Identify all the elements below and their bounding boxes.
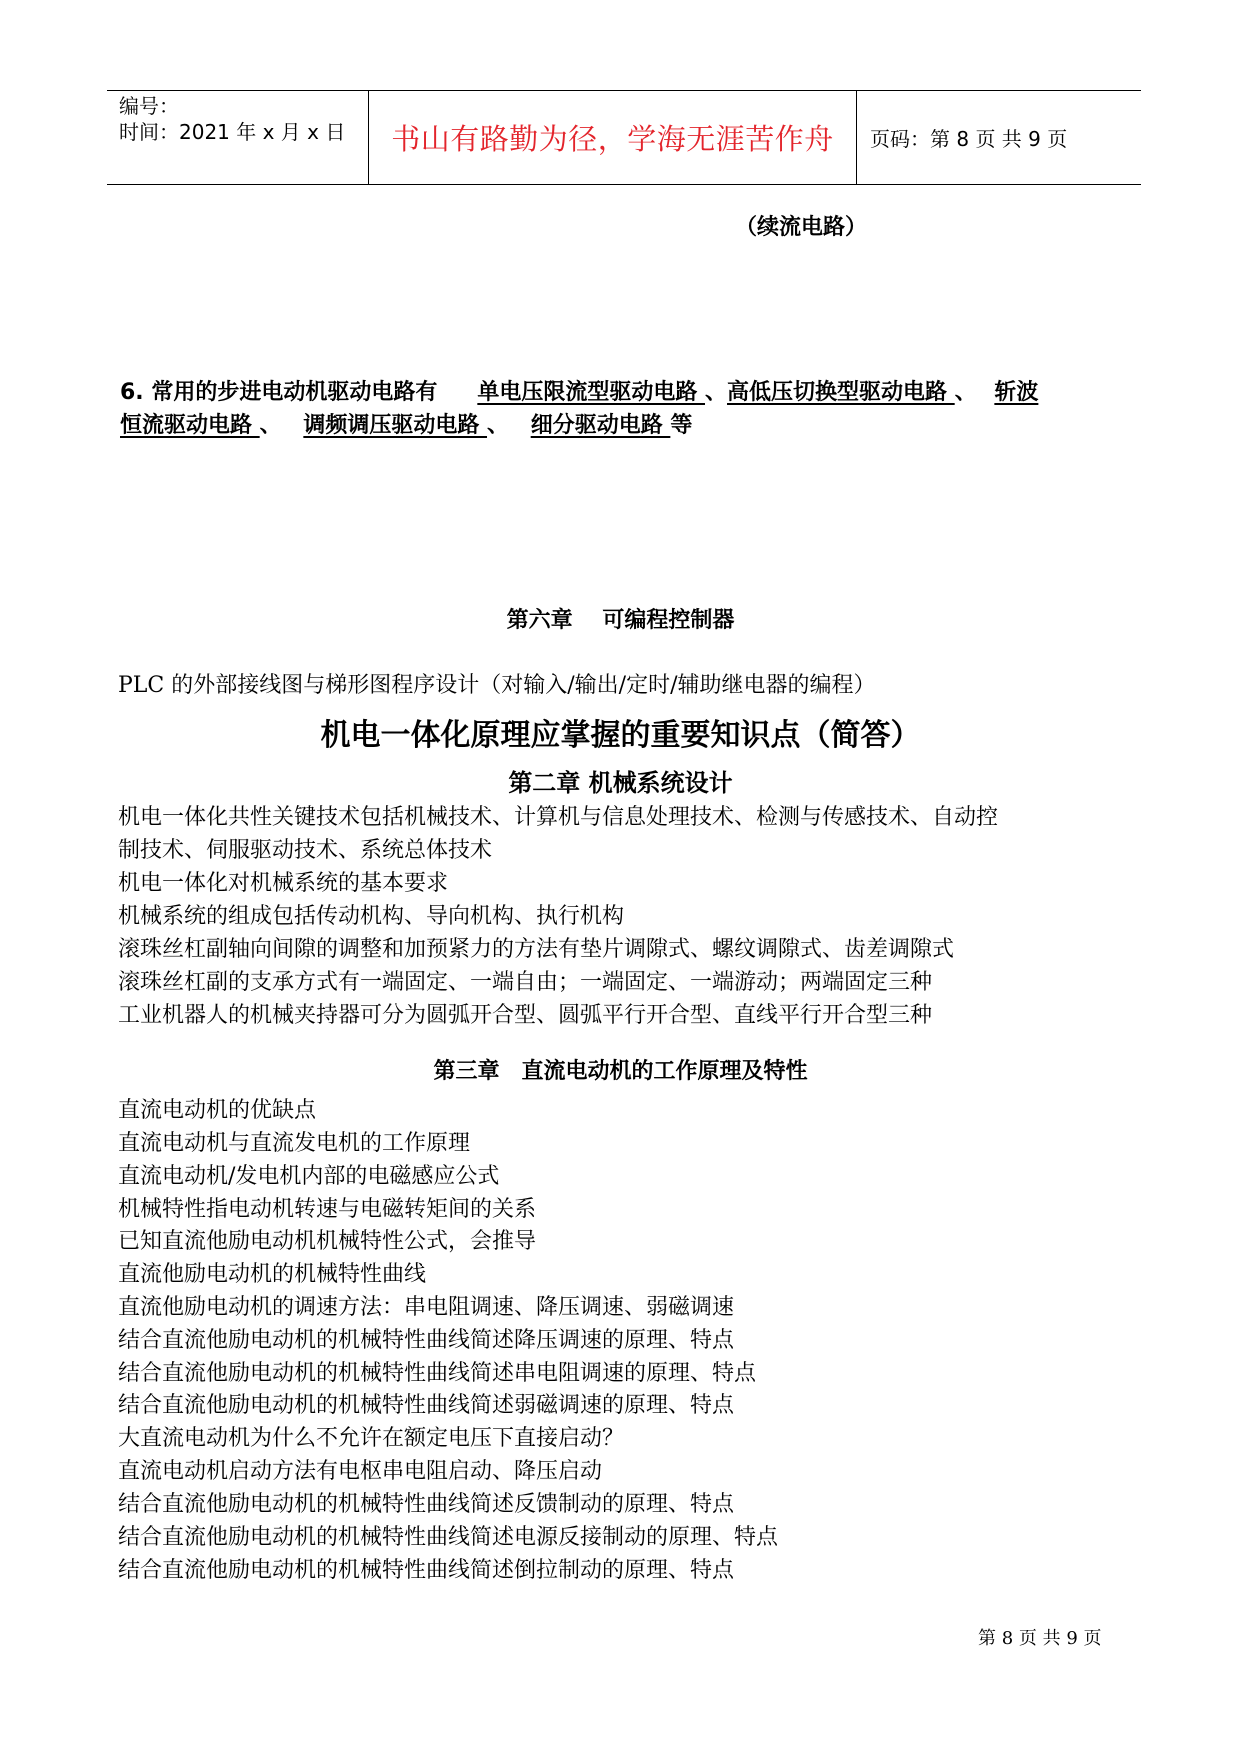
- list-item: 机械特性指电动机转速与电磁转矩间的关系: [118, 1197, 537, 1222]
- chapter-3-heading: 第三章 直流电动机的工作原理及特性: [433, 1059, 808, 1084]
- list-item: 滚珠丝杠副轴向间隙的调整和加预紧力的方法有垫片调隙式、螺纹调隙式、齿差调隙式: [118, 937, 955, 962]
- list-item: 直流电动机/发电机内部的电磁感应公式: [118, 1164, 500, 1189]
- document-number-label: 编号：: [119, 94, 179, 118]
- drive-sep-4: 、: [487, 413, 517, 438]
- page-header: [107, 90, 1141, 185]
- list-item: 结合直流他励电动机的机械特性曲线简述反馈制动的原理、特点: [118, 1492, 735, 1517]
- drive-option-2: 高低压切换型驱动电路: [727, 380, 955, 405]
- item-6-line-1: [120, 375, 1038, 406]
- drive-sep-3: 、: [259, 413, 290, 438]
- list-item: 结合直流他励电动机的机械特性曲线简述弱磁调速的原理、特点: [118, 1393, 735, 1418]
- list-item: 滚珠丝杠副的支承方式有一端固定、一端自由；一端固定、一端游动；两端固定三种: [118, 970, 933, 995]
- list-item: 直流他励电动机的机械特性曲线: [118, 1262, 427, 1287]
- list-item: 已知直流他励电动机机械特性公式，会推导: [118, 1229, 537, 1254]
- list-item: 机电一体化对机械系统的基本要求: [118, 871, 449, 896]
- list-item: 结合直流他励电动机的机械特性曲线简述电源反接制动的原理、特点: [118, 1525, 779, 1550]
- drive-option-4: 调频调压驱动电路: [303, 413, 488, 438]
- header-motto-cell: [368, 91, 857, 184]
- header-page-info: 页码：第 8 页 共 9 页: [870, 127, 1068, 151]
- list-item: 结合直流他励电动机的机械特性曲线简述倒拉制动的原理、特点: [118, 1558, 735, 1583]
- drive-option-3-part-2: 恒流驱动电路: [120, 413, 260, 438]
- plc-topic-line: PLC 的外部接线图与梯形图程序设计（对输入/输出/定时/辅助继电器的编程）: [118, 673, 876, 698]
- list-item: 大直流电动机为什么不允许在额定电压下直接启动？: [118, 1426, 625, 1451]
- list-item: 机械系统的组成包括传动机构、导向机构、执行机构: [118, 904, 625, 929]
- page-footer: 第 8 页 共 9 页: [978, 1628, 1102, 1649]
- item-6-suffix: 等: [670, 413, 693, 438]
- list-item: 直流电动机的优缺点: [118, 1098, 317, 1123]
- header-meta-cell: [107, 91, 368, 184]
- list-item: 结合直流他励电动机的机械特性曲线简述降压调速的原理、特点: [118, 1328, 735, 1353]
- chapter-2-heading: 第二章 机械系统设计: [508, 769, 733, 797]
- item-6-line-2: [120, 408, 692, 439]
- list-item: 直流电动机与直流发电机的工作原理: [118, 1131, 471, 1156]
- list-item: 直流电动机启动方法有电枢串电阻启动、降压启动: [118, 1459, 603, 1484]
- list-item: 直流他励电动机的调速方法：串电阻调速、降压调速、弱磁调速: [118, 1295, 735, 1320]
- figure-caption: （续流电路）: [735, 215, 868, 240]
- list-item: 工业机器人的机械夹持器可分为圆弧开合型、圆弧平行开合型、直线平行开合型三种: [118, 1003, 933, 1028]
- main-title: 机电一体化原理应掌握的重要知识点（简答）: [320, 718, 921, 753]
- drive-option-1: 单电压限流型驱动电路: [477, 380, 705, 405]
- chapter-6-heading: 第六章 可编程控制器: [506, 608, 735, 633]
- header-page-cell: [856, 91, 1141, 184]
- item-6-prefix: 6. 常用的步进电动机驱动电路有: [120, 380, 438, 405]
- list-item: 结合直流他励电动机的机械特性曲线简述串电阻调速的原理、特点: [118, 1361, 757, 1386]
- drive-option-3-part-1: 斩波: [994, 380, 1039, 405]
- header-motto: 书山有路勤为径，学海无涯苦作舟: [391, 122, 834, 156]
- drive-option-5: 细分驱动电路: [530, 413, 671, 438]
- list-item: 机电一体化共性关键技术包括机械技术、计算机与信息处理技术、检测与传感技术、自动控: [118, 805, 999, 830]
- drive-sep-1: 、: [705, 380, 728, 405]
- list-item: 制技术、伺服驱动技术、系统总体技术: [118, 838, 493, 863]
- document-time-label: 时间：2021 年 x 月 x 日: [119, 120, 346, 144]
- drive-sep-2: 、: [954, 380, 985, 405]
